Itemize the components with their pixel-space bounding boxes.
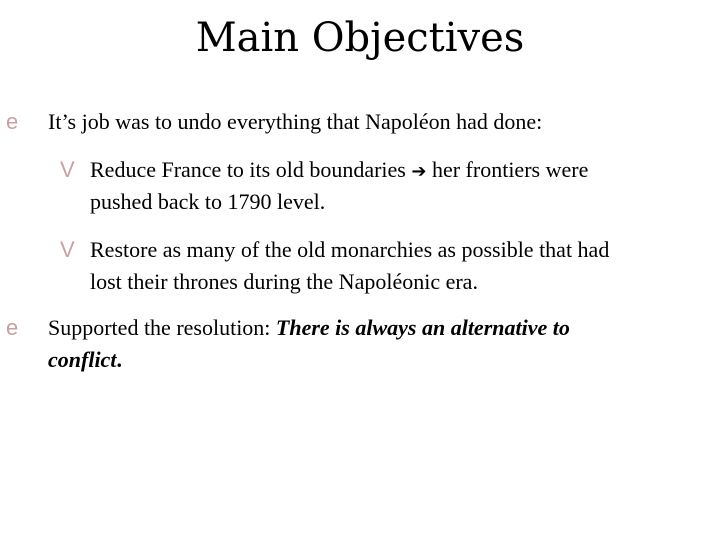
slide-title: Main Objectives: [195, 15, 525, 61]
bullet-1: [0, 106, 720, 138]
sub-bullet-1-line1: [90, 154, 588, 188]
bullet-2: [0, 312, 720, 376]
sub-bullet-marker: V: [60, 157, 75, 182]
bullet-2-line2: [48, 344, 122, 376]
bullet-2-emphasis-text: There is always an alternative to: [275, 315, 570, 340]
sub-bullet-2-line1: Restore as many of the old monarchies as possible that had: [90, 237, 610, 262]
right-arrow-icon: ➔: [411, 161, 427, 182]
sub-bullet-2: [0, 234, 720, 298]
bullet-marker: e: [6, 315, 19, 340]
sub-bullet-1-line2: pushed back to 1790 level.: [90, 189, 326, 214]
sub-bullet-1-before-arrow: Reduce France to its old boundaries: [90, 157, 406, 182]
bullet-1-text: It’s job was to undo everything that Napoléon had done:: [48, 109, 543, 134]
bullet-2-line1: [48, 312, 570, 344]
bullet-marker: e: [6, 109, 19, 134]
sub-bullet-1-after-arrow: her frontiers were: [431, 157, 589, 182]
bullet-2-period: .: [116, 347, 122, 372]
sub-bullet-2-line2: lost their thrones during the Napoléonic era.: [90, 269, 478, 294]
bullet-2-plain-text: Supported the resolution:: [48, 315, 276, 340]
sub-bullet-marker: V: [60, 237, 75, 262]
bullet-2-emphasis-end: conflict: [48, 347, 117, 372]
sub-bullet-1: [0, 154, 720, 218]
